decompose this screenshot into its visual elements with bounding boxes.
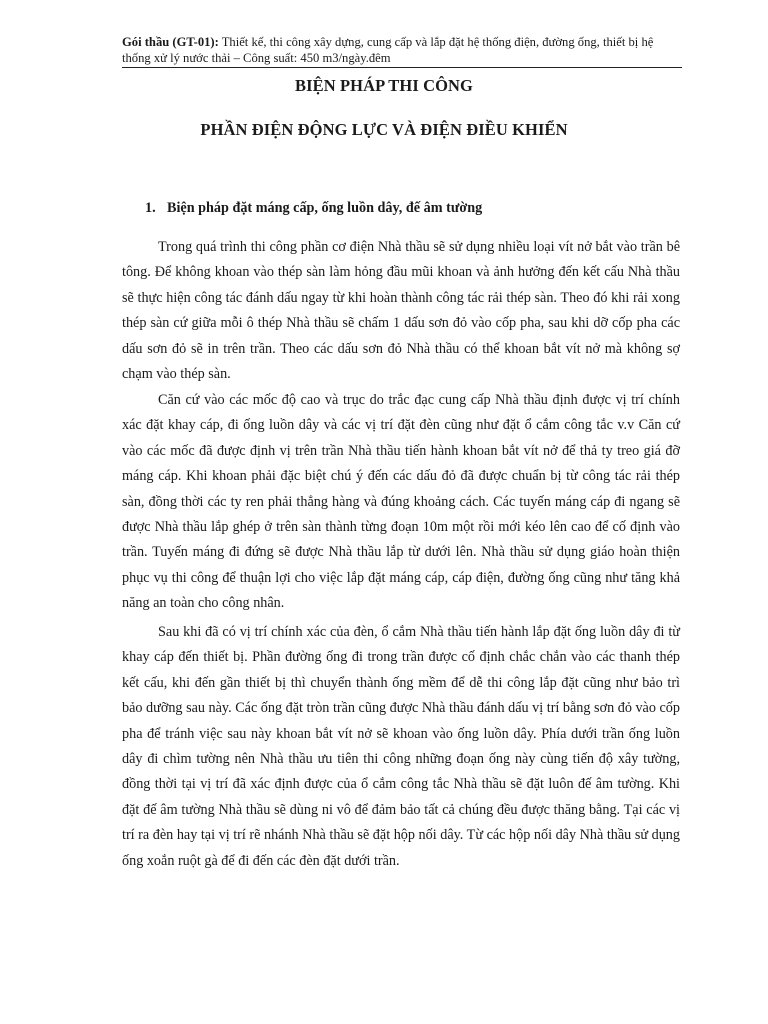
- section-title: Biện pháp đặt máng cấp, ống luồn dây, đế âm tường: [167, 200, 483, 216]
- section-number: 1.: [145, 200, 156, 216]
- page-header: [122, 34, 682, 68]
- document-subtitle: PHẦN ĐIỆN ĐỘNG LỰC VÀ ĐIỆN ĐIỀU KHIỂN: [200, 120, 568, 139]
- header-text: Thiết kế, thi công xây dựng, cung cấp và lắp đặt hệ thống điện, đường ống, thiết bị hệ thống xử lý nước thải – Công suất: 450 m3/ngày.đêm: [122, 35, 654, 65]
- paragraph: Trong quá trình thi công phần cơ điện Nhà thầu sẽ sử dụng nhiều loại vít nở bắt vào trần bê tông. Để không khoan vào thép sàn làm hỏng đầu mũi khoan và ảnh hưởng đến kết cấu Nhà thầu sẽ thực hiện công tác đánh dấu ngay từ khi hoàn thành công tác rải thép sàn. Theo đó khi rải xong thép sàn cứ giữa mỗi ô thép Nhà thầu sẽ chấm 1 dấu sơn đỏ vào cốp pha, sau khi dỡ cốp pha các dấu sơn đỏ sẽ in trên trần. Theo các dấu sơn đỏ Nhà thầu có thể khoan bắt vít nở mà không sợ chạm vào thép sàn.: [122, 239, 680, 383]
- paragraph: Căn cứ vào các mốc độ cao và trục do trắc đạc cung cấp Nhà thầu định được vị trí chính xác đặt khay cáp, đi ống luồn dây và các vị trí đặt đèn cũng như đặt ổ cắm công tắc v.v Căn cứ vào các mốc đã được định vị trên trần Nhà thầu tiến hành khoan bắt vít nở để thả ty treo giá đỡ máng cáp. Khi khoan phải đặc biệt chú ý đến các dấu đỏ đã được chuẩn bị từ công tác rải thép sàn, đồng thời các ty ren phải thẳng hàng và đúng khoảng cách. Các tuyến máng cáp đi ngang sẽ được Nhà thầu lắp ghép ở trên sàn thành từng đoạn 10m một rồi mới kéo lên cao để cố định vào trần. Tuyến máng đi đứng sẽ được Nhà thầu lắp từ dưới lên. Nhà thầu sử dụng giáo hoàn thiện phục vụ thi công để thuận lợi cho việc lắp đặt máng cáp, cáp điện, đường ống cũng như tăng khả năng an toàn cho công nhân.: [122, 392, 680, 612]
- header-label: Gói thầu (GT-01):: [122, 35, 219, 49]
- document-title: BIỆN PHÁP THI CÔNG: [295, 76, 473, 95]
- section-heading: [145, 200, 482, 217]
- paragraph: Sau khi đã có vị trí chính xác của đèn, ổ cắm Nhà thầu tiến hành lắp đặt ống luồn dây đi từ khay cáp đến thiết bị. Phần đường ống đi trong trần được cố định chắc chắn vào các thanh thép kết cấu, khi đến gần thiết bị thì chuyển thành ống mềm để dễ thi công lắp đặt cũng như bảo trì bảo dưỡng sau này. Các ống đặt tròn trần cũng được Nhà thầu đánh dấu vị trí bằng sơn đỏ vào cốp pha để tránh việc sau này khoan bắt vít nở sẽ khoan vào ống luồn dây. Phía dưới trần ống luồn dây đi chìm tường nên Nhà thầu ưu tiên thi công những đoạn ống này cùng tiến độ xây tường, đồng thời tại vị trí đã xác định được của ổ cắm công tắc Nhà thầu sẽ đặt luôn đế âm tường. Khi đặt đế âm tường Nhà thầu sẽ dùng ni vô để đảm bảo tất cả chúng đều được thăng bằng. Tại các vị trí ra đèn hay tại vị trí rẽ nhánh Nhà thầu sẽ đặt hộp nối dây. Từ các hộp nối dây Nhà thầu sử dụng ống xoắn ruột gà để đi đến các đèn đặt dưới trần.: [122, 624, 680, 869]
